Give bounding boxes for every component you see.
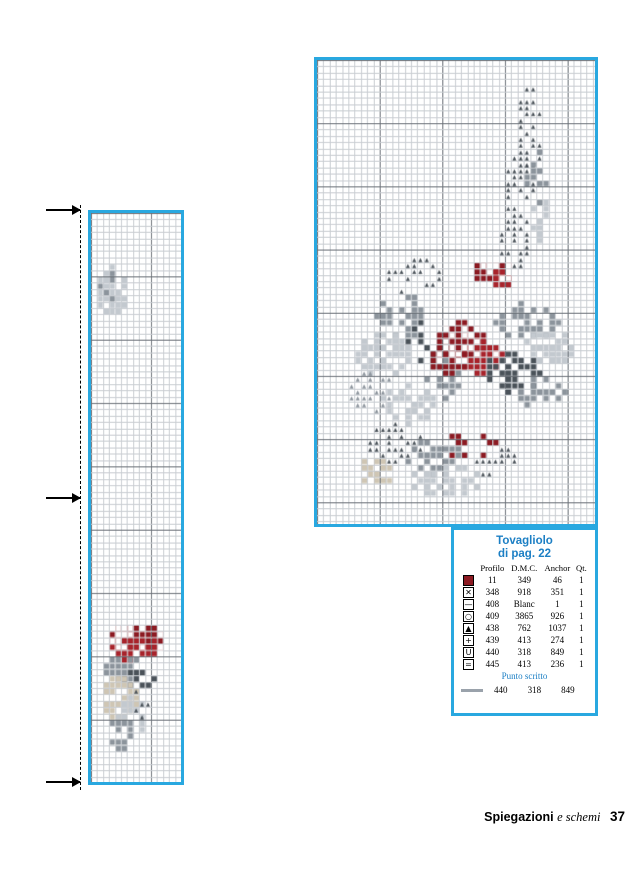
legend-symbol-plus bbox=[460, 634, 477, 646]
legend-cell-qt: 1 bbox=[579, 599, 584, 609]
legend-row bbox=[460, 622, 589, 634]
legend-row bbox=[460, 634, 589, 646]
legend-backstitch-row bbox=[460, 684, 589, 696]
page-number: 37 bbox=[609, 809, 625, 824]
legend-backstitch-table bbox=[460, 684, 589, 696]
legend-backstitch-swatch bbox=[460, 684, 484, 696]
arrow-marker-top bbox=[46, 209, 80, 211]
legend-backstitch-anchor: 849 bbox=[561, 685, 575, 695]
legend-symbol-dash bbox=[460, 598, 477, 610]
legend-header-dmc: D.M.C. bbox=[511, 563, 538, 573]
legend-cell-profilo: 445 bbox=[485, 659, 500, 669]
triangle-icon: ▲ bbox=[463, 623, 474, 634]
legend-row bbox=[460, 610, 589, 622]
legend-cell-dmc: 318 bbox=[517, 647, 532, 657]
legend-cell-profilo: 408 bbox=[485, 599, 500, 609]
cross-icon: ✕ bbox=[463, 587, 474, 598]
legend-cell-qt: 1 bbox=[579, 647, 584, 657]
legend-symbol-cross bbox=[460, 586, 477, 598]
equals-icon: = bbox=[463, 659, 474, 670]
legend-cell-qt: 1 bbox=[579, 623, 584, 633]
legend-cell-qt: 1 bbox=[579, 611, 584, 621]
legend-cell-dmc: 413 bbox=[517, 635, 532, 645]
legend-header-qt: Qt. bbox=[576, 563, 587, 573]
footer-subtitle: e schemi bbox=[557, 810, 601, 824]
legend-backstitch-title: Punto scritto bbox=[501, 671, 548, 681]
legend-cell-anchor: 46 bbox=[552, 575, 562, 585]
page-footer bbox=[484, 809, 625, 825]
dash-icon: — bbox=[464, 599, 473, 609]
legend-cell-anchor: 1037 bbox=[548, 623, 567, 633]
legend-cell-profilo: 440 bbox=[485, 647, 500, 657]
legend-cell-dmc: 918 bbox=[517, 587, 532, 597]
legend-symbol-circle bbox=[460, 610, 477, 622]
legend-symbol-triangle bbox=[460, 622, 477, 634]
legend-row bbox=[460, 586, 589, 598]
legend-cell-dmc: 762 bbox=[517, 623, 532, 633]
legend-cell-qt: 1 bbox=[579, 575, 584, 585]
legend-cell-profilo: 438 bbox=[485, 623, 500, 633]
legend-title-line2: di pag. 22 bbox=[497, 547, 552, 560]
legend-cell-profilo: 439 bbox=[485, 635, 500, 645]
legend-cell-qt: 1 bbox=[579, 659, 584, 669]
legend-backstitch-qt bbox=[585, 684, 589, 696]
legend-panel bbox=[451, 527, 598, 716]
legend-header-profilo: Profilo bbox=[480, 563, 505, 573]
legend-symbol-square-filled bbox=[460, 574, 477, 586]
legend-header-row bbox=[460, 563, 589, 574]
legend-symbol-u-letter bbox=[460, 646, 477, 658]
legend-cell-profilo: 11 bbox=[488, 575, 497, 585]
legend-row bbox=[460, 646, 589, 658]
chart-right-canvas bbox=[317, 60, 595, 524]
legend-cell-qt: 1 bbox=[579, 587, 584, 597]
legend-title-line1: Tovagliolo bbox=[496, 535, 553, 547]
legend-cell-qt: 1 bbox=[579, 635, 584, 645]
legend-body bbox=[460, 574, 589, 670]
legend-table bbox=[460, 563, 589, 670]
legend-cell-dmc: 3865 bbox=[515, 611, 534, 621]
cross-stitch-chart-left bbox=[88, 210, 184, 785]
legend-cell-dmc: 413 bbox=[517, 659, 532, 669]
arrow-marker-bottom bbox=[46, 781, 80, 783]
legend-cell-profilo: 348 bbox=[485, 587, 500, 597]
circle-icon: ○ bbox=[463, 611, 474, 622]
legend-row bbox=[460, 658, 589, 670]
square-filled-icon bbox=[463, 575, 474, 586]
legend-cell-anchor: 274 bbox=[550, 635, 565, 645]
footer-title: Spiegazioni bbox=[484, 810, 554, 824]
legend-cell-anchor: 1 bbox=[555, 599, 560, 609]
plus-icon: + bbox=[463, 635, 474, 646]
legend-cell-dmc: 349 bbox=[517, 575, 532, 585]
legend-row bbox=[460, 598, 589, 610]
arrow-marker-middle bbox=[46, 497, 80, 499]
legend-cell-anchor: 849 bbox=[550, 647, 565, 657]
legend-symbol-equals bbox=[460, 658, 477, 670]
legend-cell-anchor: 351 bbox=[550, 587, 565, 597]
legend-backstitch-dmc: 318 bbox=[527, 685, 542, 695]
legend-cell-dmc: Blanc bbox=[513, 599, 535, 609]
legend-row bbox=[460, 574, 589, 586]
legend-backstitch-profilo: 440 bbox=[494, 685, 508, 695]
u-letter-icon: U bbox=[463, 647, 474, 658]
chart-left-canvas bbox=[91, 213, 181, 782]
legend-cell-anchor: 236 bbox=[550, 659, 565, 669]
cross-stitch-chart-right bbox=[314, 57, 598, 527]
legend-header-anchor: Anchor bbox=[544, 563, 571, 573]
legend-header-symbol bbox=[460, 563, 477, 574]
legend-cell-profilo: 409 bbox=[485, 611, 500, 621]
legend-cell-anchor: 926 bbox=[550, 611, 565, 621]
